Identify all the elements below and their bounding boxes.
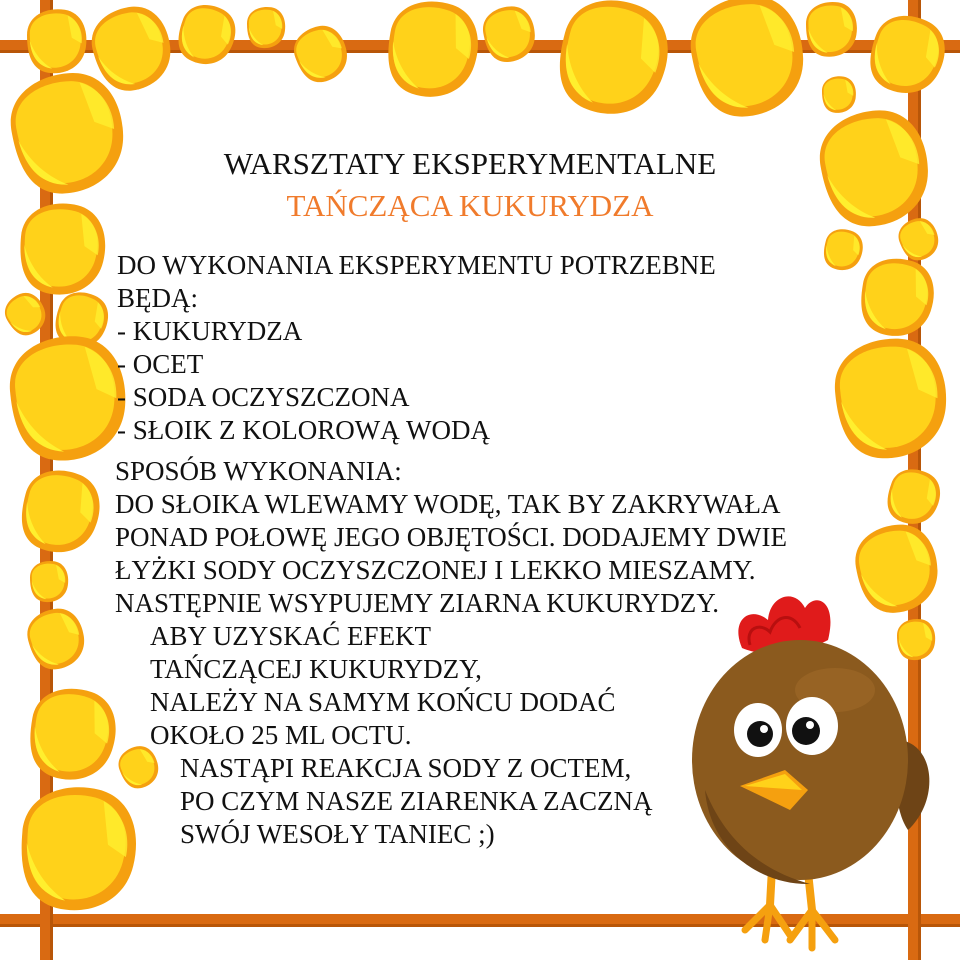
ingredients-intro-line: BĘDĄ: (117, 283, 198, 313)
effect-line: ABY UZYSKAĆ EFEKT (150, 621, 432, 651)
effect-line: NALEŻY NA SAMYM KOŃCU DODAĆ (150, 687, 616, 717)
method-line: NASTĘPNIE WSYPUJEMY ZIARNA KUKURYDZY. (115, 588, 720, 618)
corn-kernel-icon (30, 561, 68, 602)
page-title: WARSZTATY EKSPERYMENTALNE (223, 146, 717, 181)
corn-kernel-icon (806, 2, 857, 57)
corn-kernel-icon (22, 603, 91, 675)
corn-kernel-icon (13, 462, 108, 561)
result-line: NASTĄPI REAKCJA SODY Z OCTEM, (180, 753, 632, 783)
ingredient-item: - OCET (117, 349, 204, 379)
corn-kernel-icon (380, 0, 484, 104)
corn-kernel-icon (479, 3, 539, 66)
ingredient-item: - SŁOIK Z KOLOROWĄ WODĄ (117, 415, 490, 445)
page-subtitle: TAŃCZĄCA KUKURYDZA (286, 188, 654, 223)
method-line: DO SŁOIKA WLEWAMY WODĘ, TAK BY ZAKRYWAŁA (115, 489, 781, 519)
ingredient-item: - SODA OCZYSZCZONA (117, 382, 410, 412)
corn-kernel-icon (831, 334, 951, 462)
corn-kernel-icon (23, 682, 122, 787)
corn-kernel-icon (897, 619, 935, 660)
corn-kernel-icon (247, 7, 285, 48)
corn-kernel-icon (16, 782, 141, 915)
effect-line: OKOŁO 25 ML OCTU. (150, 720, 412, 750)
method-line: ŁYŻKI SODY OCZYSZCZONEJ I LEKKO MIESZAMY. (115, 555, 756, 585)
method-section (115, 455, 787, 620)
corn-kernel-icon (683, 0, 812, 124)
effect-section (150, 620, 616, 752)
method-line: PONAD POŁOWĘ JEGO OBJĘTOŚCI. DODAJEMY DWIE (115, 522, 787, 552)
corn-kernel-icon (27, 9, 86, 73)
result-line: SWÓJ WESOŁY TANIEC ;) (180, 819, 495, 849)
corn-kernel-icon (880, 462, 947, 531)
ingredients-section (117, 249, 716, 447)
corn-kernel-icon (860, 6, 954, 104)
effect-line: TAŃCZĄCEJ KUKURYDZY, (150, 654, 482, 684)
corn-kernel-icon (855, 253, 940, 342)
ingredients-intro-line: DO WYKONANIA EKSPERYMENTU POTRZEBNE (117, 250, 716, 280)
chick-icon (692, 596, 929, 948)
corn-kernel-icon (547, 0, 679, 126)
corn-kernel-icon (6, 332, 131, 465)
corn-kernel-icon (819, 225, 867, 275)
ingredient-item: - KUKURYDZA (117, 316, 303, 346)
corn-kernel-icon (288, 19, 355, 88)
corn-kernel-icon (171, 0, 243, 72)
corn-kernel-icon (822, 76, 856, 113)
result-line: PO CZYM NASZE ZIARENKA ZACZNĄ (180, 786, 653, 816)
method-heading: SPOSÓB WYKONANIA: (115, 456, 402, 486)
corn-kernel-icon (850, 519, 944, 619)
result-section (180, 752, 653, 851)
